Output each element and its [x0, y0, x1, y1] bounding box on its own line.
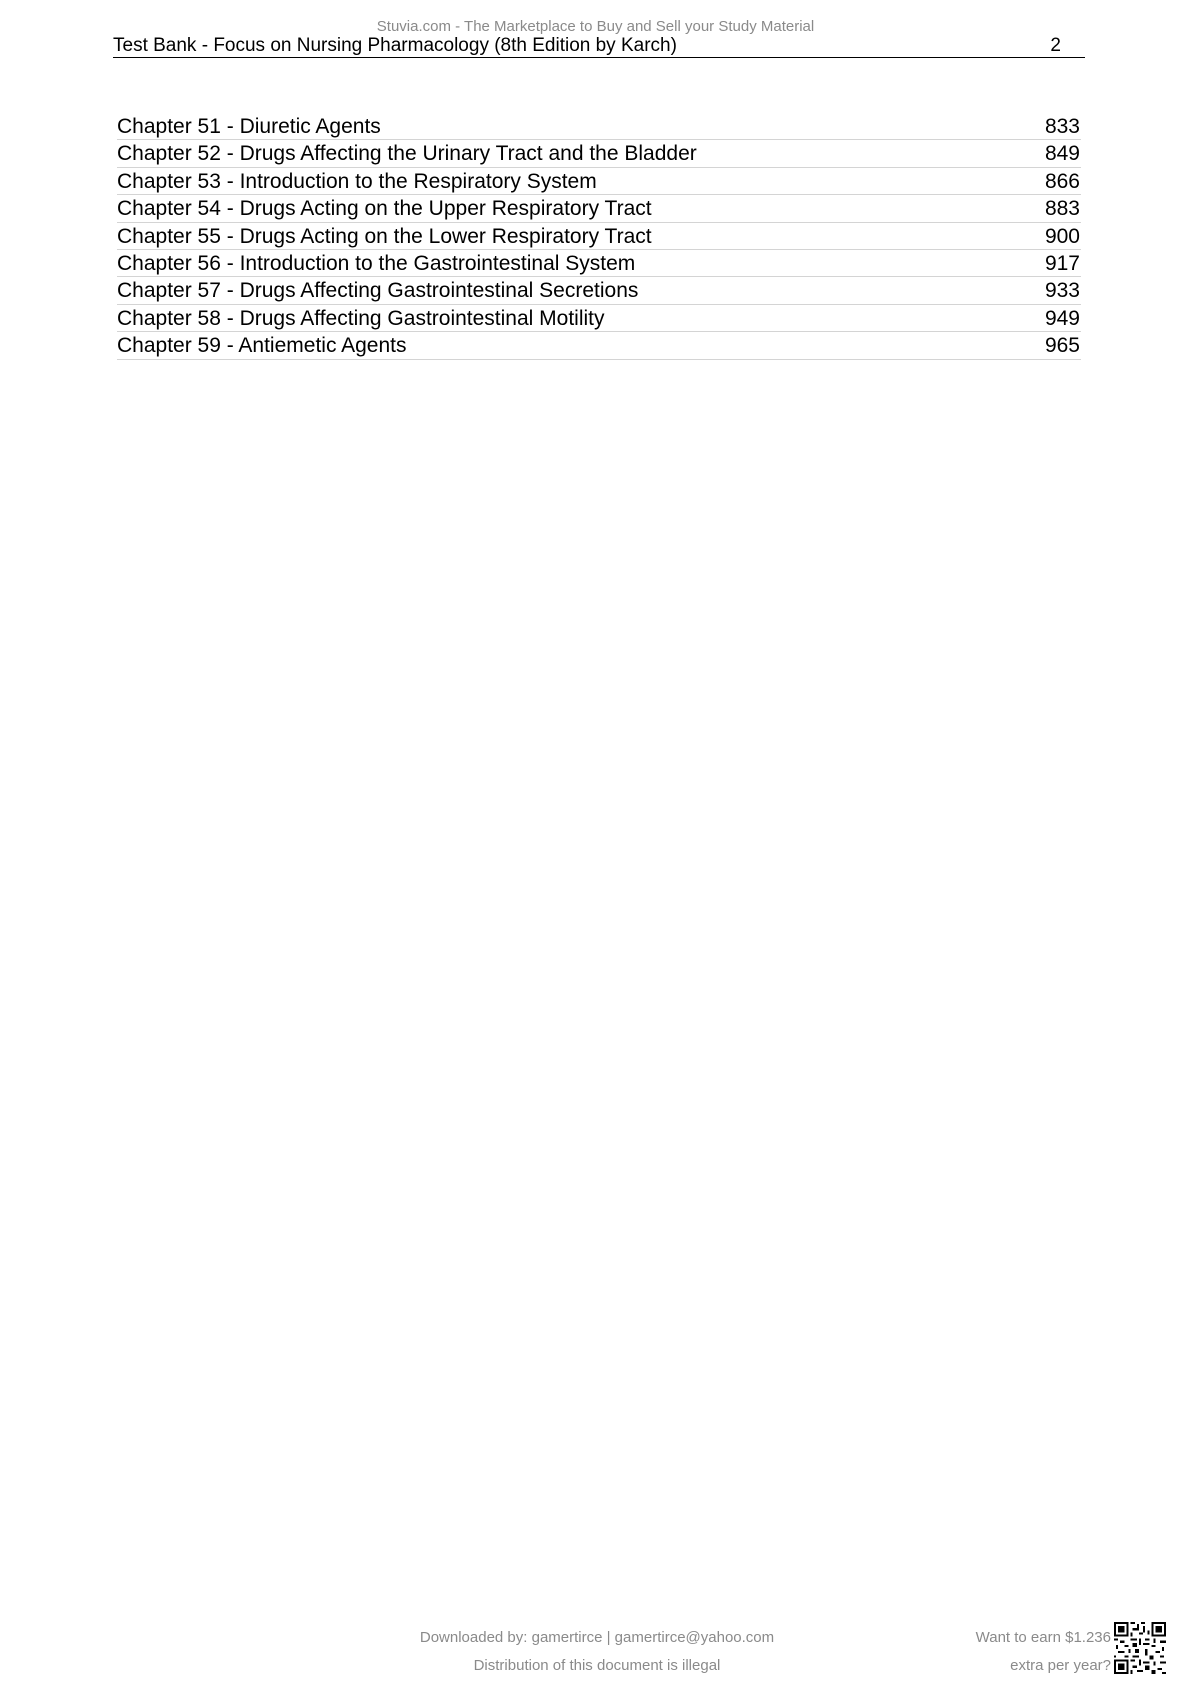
- toc-entry-page: 949: [1044, 306, 1080, 330]
- toc-entry[interactable]: [117, 277, 1081, 304]
- page-number: 2: [1050, 35, 1061, 56]
- toc-entry-title: Chapter 58 - Drugs Affecting Gastrointestinal Motility: [117, 306, 605, 330]
- toc-entry-page: 866: [1044, 169, 1080, 193]
- watermark: Stuvia.com - The Marketplace to Buy and Sell your Study Material: [376, 18, 815, 35]
- footer-promo[interactable]: [976, 1624, 1111, 1680]
- toc-entry-title: Chapter 53 - Introduction to the Respiratory System: [117, 169, 597, 193]
- toc-entry-title: Chapter 57 - Drugs Affecting Gastrointestinal Secretions: [117, 279, 639, 303]
- distribution-notice: Distribution of this document is illegal: [473, 1657, 721, 1674]
- toc-entry[interactable]: [117, 332, 1081, 359]
- promo-line-1: Want to earn $1.236: [975, 1629, 1111, 1646]
- toc-entry[interactable]: [117, 250, 1081, 277]
- footer-download-info: [360, 1624, 834, 1680]
- toc-entry-page: 883: [1044, 197, 1080, 221]
- toc-entry-title: Chapter 59 - Antiemetic Agents: [117, 334, 407, 358]
- toc-entry-page: 933: [1044, 279, 1080, 303]
- toc-entry-title: Chapter 54 - Drugs Acting on the Upper Respiratory Tract: [117, 197, 652, 221]
- toc-entry[interactable]: [117, 305, 1081, 332]
- toc-entry-title: Chapter 55 - Drugs Acting on the Lower Respiratory Tract: [117, 224, 652, 248]
- toc-entry[interactable]: [117, 113, 1081, 140]
- toc-entry-page: 900: [1044, 224, 1080, 248]
- document-title: Test Bank - Focus on Nursing Pharmacology (8th Edition by Karch): [113, 35, 677, 56]
- toc-entry-page: 833: [1044, 115, 1080, 138]
- qr-code-icon[interactable]: [1114, 1622, 1166, 1674]
- toc-entry-page: 917: [1044, 251, 1080, 275]
- downloaded-by-text: Downloaded by: gamertirce | gamertirce@yahoo.com: [419, 1629, 775, 1646]
- promo-line-2: extra per year?: [1010, 1657, 1111, 1674]
- toc-entry[interactable]: [117, 195, 1081, 222]
- toc-entry[interactable]: [117, 140, 1081, 167]
- toc-entry-title: Chapter 52 - Drugs Affecting the Urinary Tract and the Bladder: [117, 142, 697, 166]
- toc-entry-page: 849: [1044, 142, 1080, 166]
- toc-entry[interactable]: [117, 168, 1081, 195]
- running-header: [113, 35, 1085, 58]
- toc-entry-page: 965: [1044, 334, 1080, 358]
- toc-entry[interactable]: [117, 223, 1081, 250]
- toc-entry-title: Chapter 51 - Diuretic Agents: [117, 115, 381, 138]
- toc-entry-title: Chapter 56 - Introduction to the Gastrointestinal System: [117, 251, 636, 275]
- table-of-contents: [117, 113, 1081, 360]
